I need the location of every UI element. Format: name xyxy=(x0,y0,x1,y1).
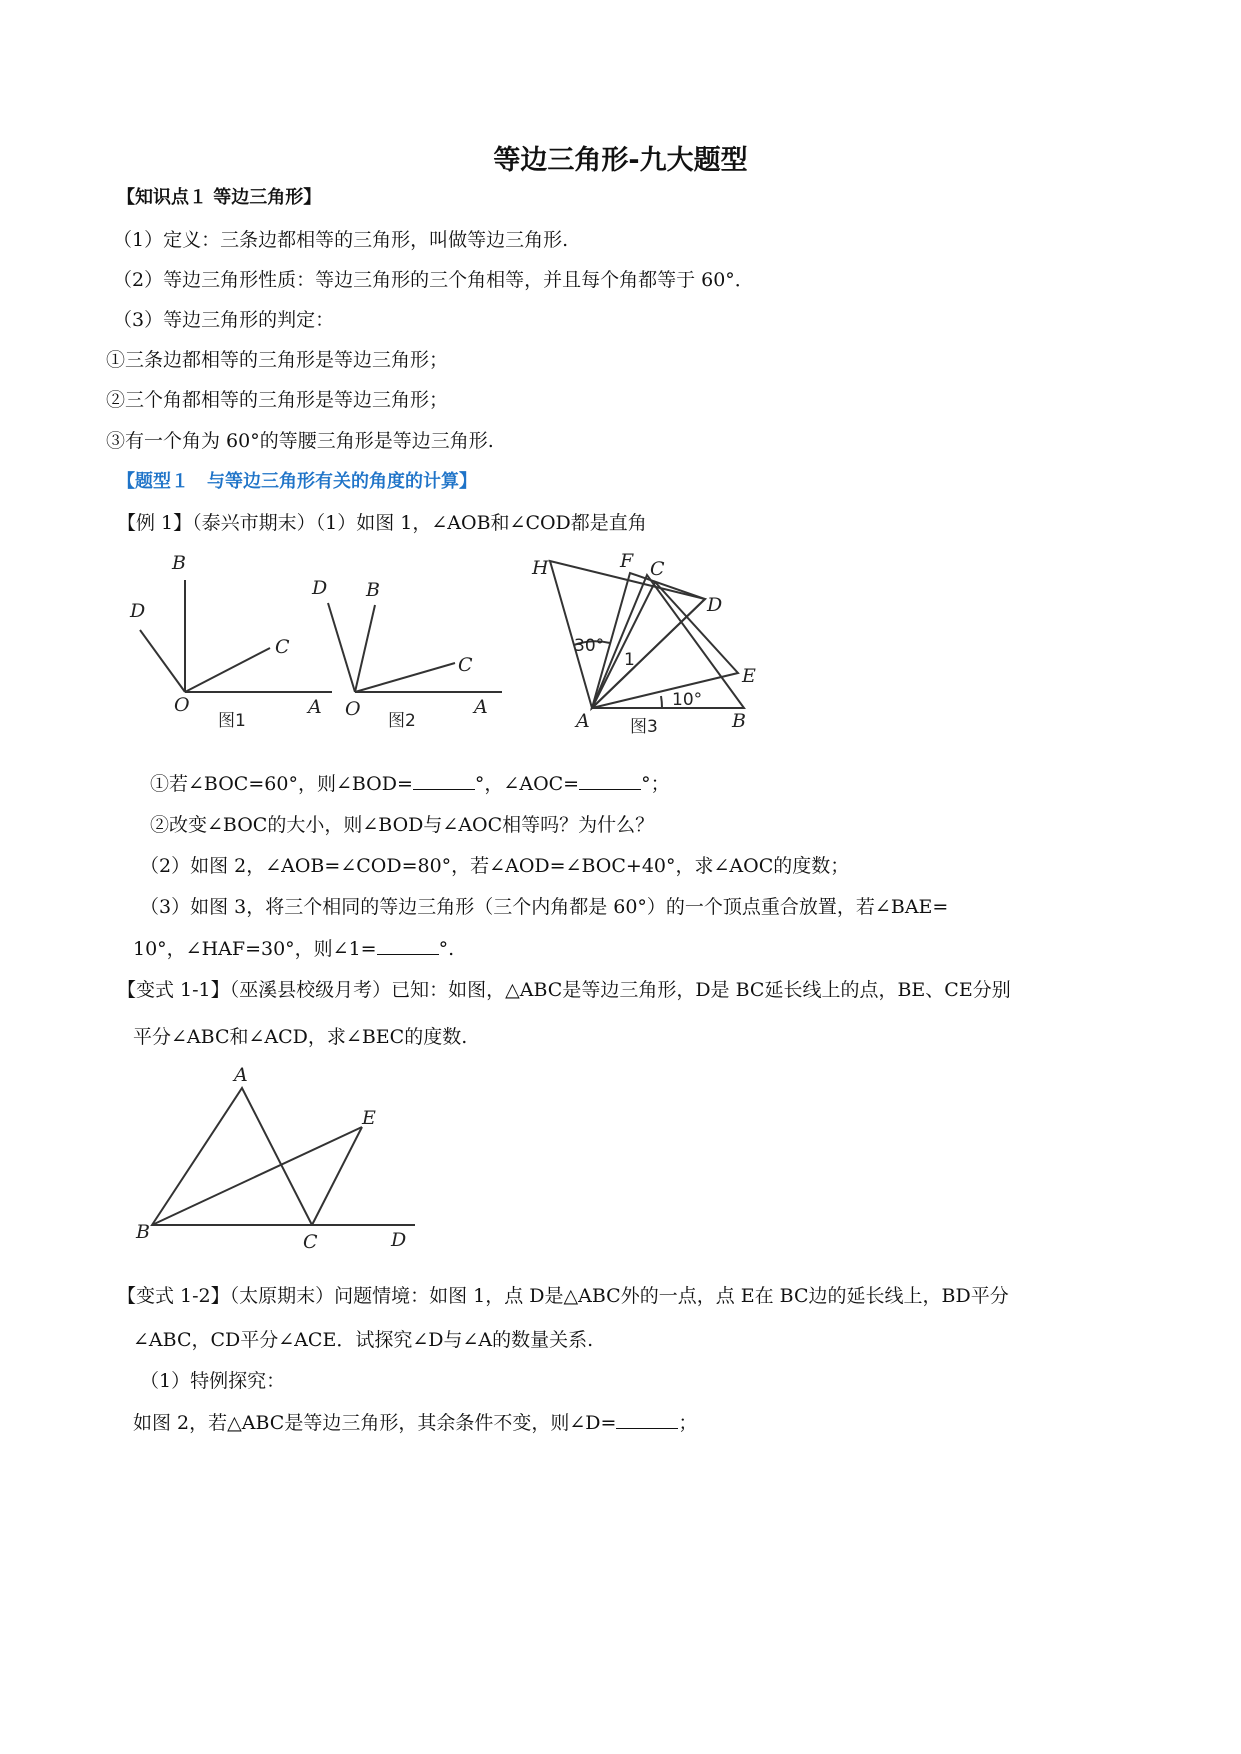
fig3-angle-30: 30° xyxy=(574,636,605,656)
fig3-label-C: C xyxy=(650,558,665,580)
fig-label-C: C xyxy=(303,1231,318,1253)
knowledge-item: ②三个角都相等的三角形是等边三角形； xyxy=(106,389,449,411)
q3-text: 10°，∠HAF=30°，则∠1= xyxy=(133,938,377,960)
fig-label-A: A xyxy=(234,1064,248,1086)
variant1-2-line1: 【变式 1-2】（太原期末）问题情境：如图 1，点 D是△ABC外的一点，点 E在 BC边的延长线上，BD平分 xyxy=(117,1285,1009,1307)
page-title: 等边三角形-九大题型 xyxy=(493,145,748,176)
knowledge-item: （1）定义：三条边都相等的三角形，叫做等边三角形. xyxy=(113,229,569,251)
fig1-caption: 图1 xyxy=(218,711,246,731)
fig1-label-D: D xyxy=(130,600,146,622)
knowledge-heading: 【知识点１ 等边三角形】 xyxy=(117,187,322,208)
knowledge-item: （3）等边三角形的判定： xyxy=(113,309,335,331)
knowledge-item: ③有一个角为 60°的等腰三角形是等边三角形. xyxy=(106,430,494,452)
fig2-label-B: B xyxy=(366,579,380,601)
variant1-1-line2: 平分∠ABC和∠ACD，求∠BEC的度数. xyxy=(133,1026,468,1048)
answer-blank[interactable] xyxy=(579,771,641,790)
fig3-label-D: D xyxy=(707,594,723,616)
fig3-caption: 图3 xyxy=(630,717,658,737)
answer-blank[interactable] xyxy=(616,1410,678,1429)
var2-text: ； xyxy=(678,1412,698,1434)
fig-label-D: D xyxy=(391,1229,407,1251)
knowledge-item: ①三条边都相等的三角形是等边三角形； xyxy=(106,349,449,371)
example1-lead: 【例 1】（泰兴市期末）（1）如图 1，∠AOB和∠COD都是直角 xyxy=(117,512,647,534)
fig1-label-C: C xyxy=(275,636,290,658)
fig3-angle-10: 10° xyxy=(672,690,703,710)
fig2-label-D: D xyxy=(312,577,328,599)
fig3-label-A: A xyxy=(576,710,590,732)
var2-text: 如图 2，若△ABC是等边三角形，其余条件不变，则∠D= xyxy=(133,1412,617,1434)
variant1-1-line1: 【变式 1-1】（巫溪县校级月考）已知：如图，△ABC是等边三角形，D是 BC延长线上的点，BE、CE分别 xyxy=(117,979,1011,1001)
fig3-label-B: B xyxy=(732,710,746,732)
example1-q1b: ②改变∠BOC的大小，则∠BOD与∠AOC相等吗？为什么？ xyxy=(150,814,655,836)
fig1-label-B: B xyxy=(172,552,186,574)
example1-figures xyxy=(110,545,870,745)
fig1-label-O: O xyxy=(174,694,190,716)
answer-blank[interactable] xyxy=(413,771,475,790)
fig2-label-C: C xyxy=(458,654,473,676)
variant1-2-line2: ∠ABC，CD平分∠ACE．试探究∠D与∠A的数量关系. xyxy=(133,1329,594,1351)
type1-heading: 【题型１ 与等边三角形有关的角度的计算】 xyxy=(117,471,477,492)
fig3-label-F: F xyxy=(620,550,634,572)
fig2-label-O: O xyxy=(345,698,361,720)
variant1-1-figure xyxy=(130,1060,430,1255)
knowledge-item: （2）等边三角形性质：等边三角形的三个角相等，并且每个角都等于 60°． xyxy=(113,269,754,291)
answer-blank[interactable] xyxy=(377,936,439,955)
fig3-label-E: E xyxy=(742,665,756,687)
q3-text: °. xyxy=(438,938,455,960)
example1-q3-line1: （3）如图 3，将三个相同的等边三角形（三个内角都是 60°）的一个顶点重合放置，若∠BAE= xyxy=(140,896,949,918)
example1-q1a xyxy=(150,771,670,797)
fig1-label-A: A xyxy=(308,696,322,718)
fig2-caption: 图2 xyxy=(388,711,416,731)
fig2-label-A: A xyxy=(474,696,488,718)
example1-q3-line2 xyxy=(133,936,454,962)
fig-label-E: E xyxy=(362,1107,376,1129)
fig3-angle-1: 1 xyxy=(624,650,635,670)
variant1-2-line4 xyxy=(133,1410,697,1436)
q1a-text: °，∠AOC= xyxy=(474,773,580,795)
variant1-2-line3: （1）特例探究： xyxy=(140,1370,286,1392)
q1a-text: ①若∠BOC=60°，则∠BOD= xyxy=(150,773,413,795)
fig3-label-H: H xyxy=(532,557,549,579)
fig-label-B: B xyxy=(136,1221,150,1243)
q1a-text: °； xyxy=(641,773,670,795)
example1-q2: （2）如图 2，∠AOB=∠COD=80°，若∠AOD=∠BOC+40°，求∠AOC的度数； xyxy=(140,855,850,877)
